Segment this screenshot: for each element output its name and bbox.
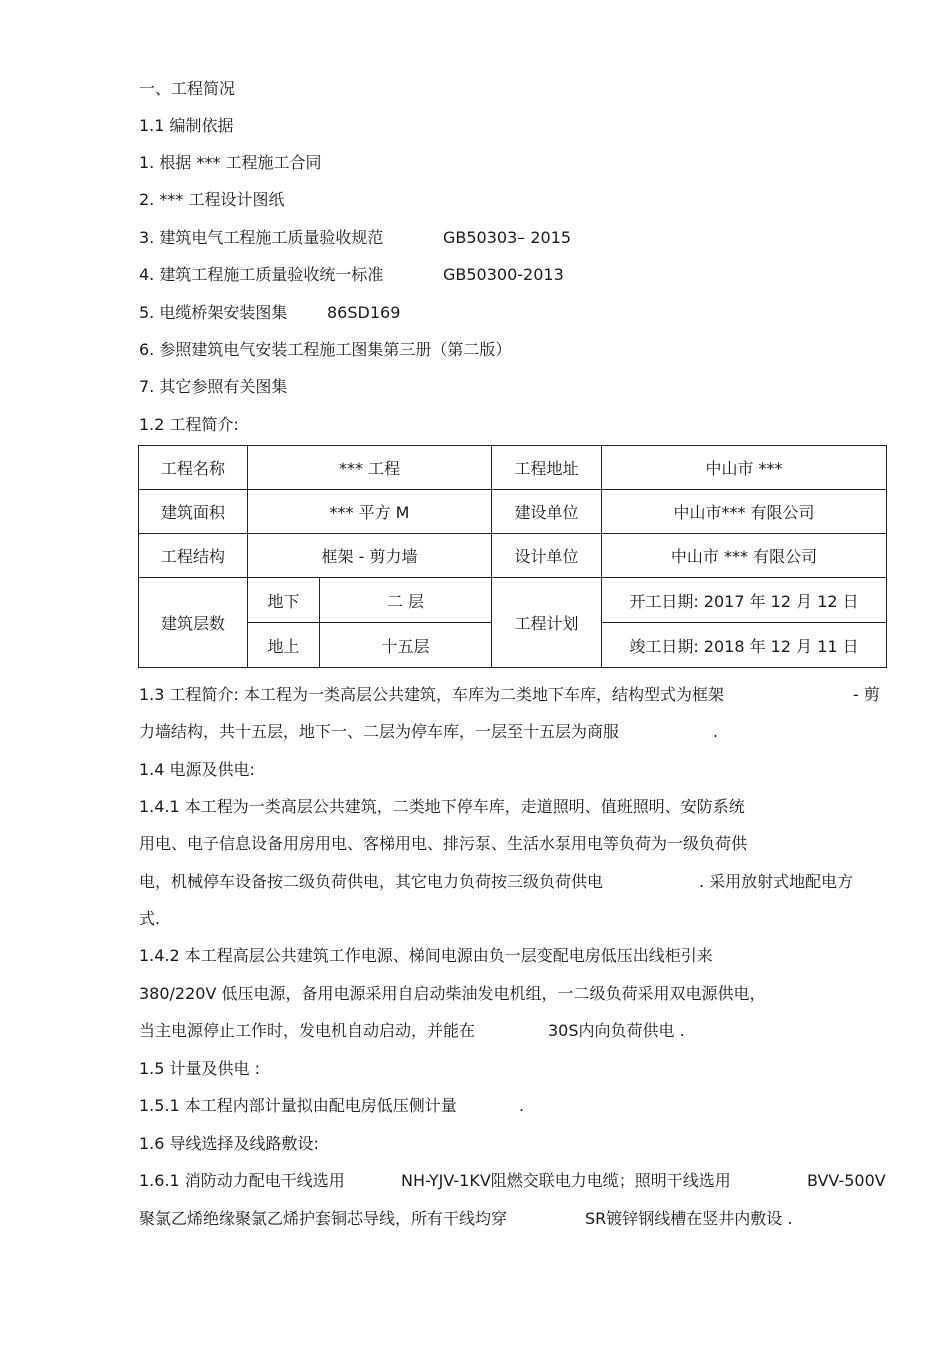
value-building-area: *** 平方 M (248, 490, 492, 534)
label-project-name: 工程名称 (139, 446, 248, 490)
paragraph-1-4-1-line-2: 用电、电子信息设备用房用电、客梯用电、排污泵、生活水泵用电等负荷为一级负荷供 (139, 834, 748, 853)
value-start-date: 开工日期: 2017 年 12 月 12 日 (602, 578, 887, 623)
paragraph-text: 力墙结构，共十五层，地下一、二层为停车库，一层至十五层为商服 (139, 722, 620, 741)
label-project-address: 工程地址 (492, 446, 602, 490)
label-structure: 工程结构 (139, 534, 248, 578)
label-aboveground: 地上 (248, 623, 320, 668)
paragraph-text: 30S内向负荷供电 . (548, 1021, 685, 1040)
paragraph-text: 1.3 工程简介: 本工程为一类高层公共建筑，车库为二类地下车库，结构型式为框架 (139, 685, 725, 704)
paragraph-1-4-2-line-1: 1.4.2 本工程高层公共建筑工作电源、梯间电源由负一层变配电房低压出线柜引来 (139, 946, 713, 965)
paragraph-text: NH-YJV-1KV阻燃交联电力电缆；照明干线选用 (401, 1171, 731, 1190)
basis-item-2: 2. *** 工程设计图纸 (139, 190, 285, 209)
basis-item-4-code: GB50300-2013 (443, 265, 564, 284)
paragraph-text: . 采用放射式地配电方 (699, 872, 854, 891)
basis-item-1: 1. 根据 *** 工程施工合同 (139, 153, 322, 172)
table-row (139, 534, 887, 578)
project-info-table (138, 445, 887, 668)
subsection-1-6: 1.6 导线选择及线路敷设: (139, 1134, 319, 1153)
subsection-1-2: 1.2 工程简介: (139, 415, 239, 434)
paragraph-text: SR镀锌钢线槽在竖井内敷设 . (585, 1209, 793, 1228)
subsection-1-1: 1.1 编制依据 (139, 116, 234, 135)
paragraph-text: 1.6.1 消防动力配电干线选用 (139, 1171, 345, 1190)
paragraph-1-4-2-line-2: 380/220V 低压电源，备用电源采用自启动柴油发电机组，一二级负荷采用双电源供电， (139, 984, 766, 1003)
basis-item-3-text: 3. 建筑电气工程施工质量验收规范 (139, 228, 384, 247)
basis-item-5 (139, 302, 401, 324)
value-structure: 框架 - 剪力墙 (248, 534, 492, 578)
subsection-1-4: 1.4 电源及供电: (139, 760, 255, 779)
paragraph-1-4-2-line-3 (139, 1020, 685, 1042)
basis-item-4-text: 4. 建筑工程施工质量验收统一标准 (139, 265, 384, 284)
paragraph-1-4-1-line-4: 式. (139, 909, 161, 928)
paragraph-text: 1.5.1 本工程内部计量拟由配电房低压侧计量 (139, 1096, 457, 1115)
basis-item-3-code: GB50303– 2015 (443, 228, 572, 247)
basis-item-5-text: 5. 电缆桥架安装图集 (139, 303, 288, 322)
paragraph-text: . (519, 1096, 525, 1115)
section-heading: 一、工程简况 (139, 79, 236, 98)
paragraph-text: BVV-500V (807, 1171, 886, 1190)
value-project-name: *** 工程 (248, 446, 492, 490)
paragraph-1-4-1-line-3 (139, 871, 854, 893)
value-aboveground: 十五层 (320, 623, 492, 668)
basis-item-6: 6. 参照建筑电气安装工程施工图集第三册（第二版） (139, 340, 512, 359)
table-row (139, 578, 887, 623)
value-project-address: 中山市 *** (602, 446, 887, 490)
value-design-unit: 中山市 *** 有限公司 (602, 534, 887, 578)
label-schedule: 工程计划 (492, 578, 602, 668)
value-end-date: 竣工日期: 2018 年 12 月 11 日 (602, 623, 887, 668)
table-row (139, 446, 887, 490)
subsection-1-5: 1.5 计量及供电 : (139, 1059, 261, 1078)
paragraph-text: 电，机械停车设备按二级负荷供电，其它电力负荷按三级负荷供电 (139, 872, 604, 891)
label-design-unit: 设计单位 (492, 534, 602, 578)
paragraph-text: . (713, 722, 719, 741)
paragraph-text: - 剪 (853, 685, 880, 704)
basis-item-3 (139, 227, 572, 249)
value-construction-unit: 中山市*** 有限公司 (602, 490, 887, 534)
paragraph-1-3-line-2 (139, 721, 719, 743)
paragraph-1-3-line-1 (139, 684, 880, 706)
paragraph-1-6-1-line-1 (139, 1170, 886, 1192)
basis-item-5-code: 86SD169 (327, 303, 401, 322)
paragraph-1-6-1-line-2 (139, 1208, 793, 1230)
paragraph-1-5-1 (139, 1095, 525, 1117)
paragraph-text: 聚氯乙烯绝缘聚氯乙烯护套铜芯导线，所有干线均穿 (139, 1209, 508, 1228)
paragraph-1-4-1-line-1: 1.4.1 本工程为一类高层公共建筑，二类地下停车库，走道照明、值班照明、安防系统 (139, 797, 745, 816)
paragraph-text: 当主电源停止工作时，发电机自动启动，并能在 (139, 1021, 476, 1040)
table-row (139, 490, 887, 534)
label-construction-unit: 建设单位 (492, 490, 602, 534)
basis-item-7: 7. 其它参照有关图集 (139, 377, 288, 396)
basis-item-4 (139, 264, 564, 286)
label-underground: 地下 (248, 578, 320, 623)
label-floors: 建筑层数 (139, 578, 248, 668)
value-underground: 二 层 (320, 578, 492, 623)
label-building-area: 建筑面积 (139, 490, 248, 534)
